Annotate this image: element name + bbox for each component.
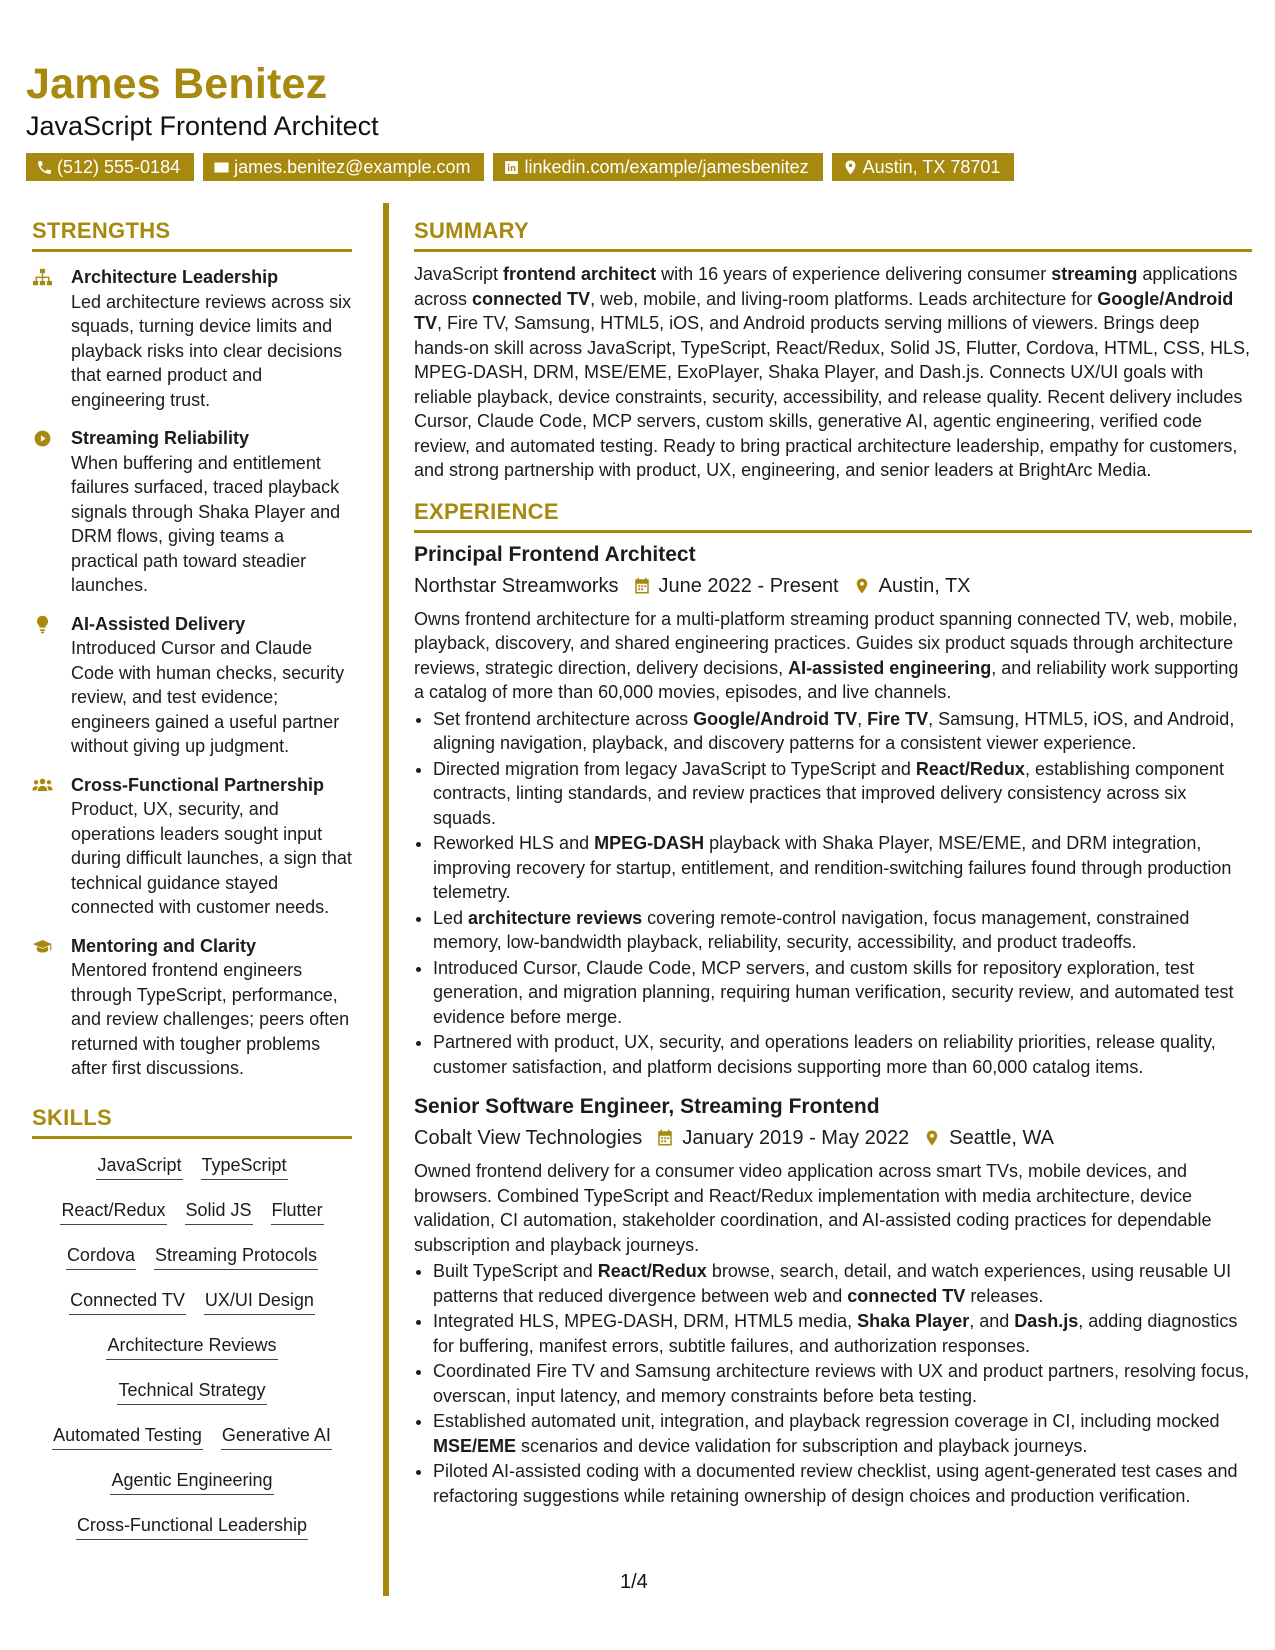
column-divider	[383, 203, 389, 1596]
bullet-item	[433, 1459, 1252, 1508]
bold-text: connected TV	[472, 288, 591, 309]
bold-text: Shaka Player	[857, 1311, 970, 1331]
text-run: Integrated HLS, MPEG-DASH, DRM, HTML5 media,	[433, 1311, 858, 1331]
skill-row	[32, 1200, 352, 1245]
skill-row	[32, 1155, 352, 1200]
bullet-item	[433, 1259, 1252, 1308]
skill-row	[32, 1425, 352, 1470]
bold-text: React/Redux	[915, 758, 1025, 779]
location-pin-icon	[853, 577, 871, 595]
bold-text: Google/Android TV	[414, 288, 1234, 333]
job-entry	[414, 1093, 1252, 1508]
bullet-item	[433, 1030, 1252, 1079]
job-dates: June 2022 - Present	[658, 574, 839, 597]
contact-linkedin[interactable]	[493, 153, 822, 181]
location-pin-icon	[923, 1129, 941, 1147]
text-run: covering remote-control navigation, focus management, constrained memory, low-bandwidth playback, reliability, security, accessibility, and product tradeoffs.	[433, 907, 1190, 952]
skill-tag: Technical Strategy	[117, 1380, 266, 1405]
bullet-item	[433, 831, 1252, 905]
calendar-icon	[633, 577, 651, 595]
strength-desc: Led architecture reviews across six squads, turning device limits and playback risks into clear decisions that earned product and engineering trust.	[71, 291, 352, 410]
text-run: browse, search, detail, and watch experiences, using reusable UI patterns that reduced divergence between web and	[433, 1261, 1232, 1306]
graduation-cap-icon	[32, 937, 53, 956]
skill-tag: Cordova	[66, 1245, 136, 1270]
strengths-heading: STRENGTHS	[32, 218, 352, 252]
play-circle-icon	[32, 429, 53, 448]
bold-text: architecture reviews	[468, 907, 643, 928]
skill-tag: UX/UI Design	[204, 1290, 315, 1315]
skill-tag: Streaming Protocols	[154, 1245, 318, 1270]
text-run: Led	[433, 907, 469, 928]
skill-tag: Connected TV	[69, 1290, 186, 1315]
text-run: , web, mobile, and living-room platforms. Leads architecture for	[590, 288, 1098, 309]
contact-phone-text: (512) 555-0184	[57, 157, 181, 177]
sitemap-icon	[32, 268, 53, 287]
text-run: , establishing component contracts, linting standards, and review practices that improved delivery consistency across six squads.	[433, 758, 1225, 828]
text-run: releases.	[965, 1285, 1044, 1306]
text-run: playback with Shaka Player, MSE/EME, and DRM integration, improving recovery for startup, entitlement, and rendition-switching failures found through production telemetry.	[433, 833, 1232, 902]
strength-desc: When buffering and entitlement failures surfaced, traced playback signals through Shaka Player and DRM flows, giving teams a practical path toward steadier launches.	[71, 452, 341, 595]
strength-item	[32, 773, 352, 920]
text-run: with 16 years of experience delivering consumer	[656, 264, 1052, 284]
bold-text: AI-assisted engineering	[788, 657, 992, 678]
skill-tag: Generative AI	[221, 1425, 332, 1450]
job-company: Cobalt View Technologies	[414, 1127, 643, 1149]
strength-title: Architecture Leadership	[71, 267, 279, 287]
text-run: , Samsung, HTML5, iOS, and Android, aligning navigation, playback, and discovery patterns for a consistent viewer experience.	[433, 708, 1235, 753]
left-column	[32, 218, 352, 1560]
skills-heading: SKILLS	[32, 1105, 352, 1139]
skill-tag: Agentic Engineering	[110, 1470, 273, 1495]
strength-desc: Mentored frontend engineers through TypeScript, performance, and review challenges; peers often returned with tougher problems after first discussions.	[71, 960, 350, 1078]
bold-text: Fire TV	[867, 708, 929, 729]
text-run: Partnered with product, UX, security, and operations leaders on reliability priorities, release quality, customer satisfaction, and platform decisions supporting more than 60,000 catalog items.	[433, 1032, 1216, 1077]
summary-text	[414, 262, 1252, 483]
bullet-item	[433, 1359, 1252, 1408]
job-dates: January 2019 - May 2022	[682, 1127, 910, 1149]
calendar-icon	[656, 1129, 674, 1147]
strength-title: AI-Assisted Delivery	[71, 613, 246, 634]
bullet-item	[433, 707, 1252, 756]
contact-linkedin-text: linkedin.com/example/jamesbenitez	[524, 157, 809, 177]
job-meta	[414, 1124, 1252, 1152]
bold-text: frontend architect	[503, 264, 657, 284]
skill-tag: TypeScript	[201, 1155, 288, 1180]
bold-text: MPEG-DASH	[594, 833, 705, 853]
contact-email[interactable]	[203, 153, 484, 181]
linkedin-icon	[503, 159, 520, 176]
phone-icon	[36, 159, 53, 176]
text-run: ,	[857, 708, 868, 729]
skill-tag: React/Redux	[60, 1200, 166, 1225]
text-run: scenarios and device validation for subscription and playback journeys.	[516, 1435, 1088, 1456]
bold-text: Google/Android TV	[693, 708, 858, 729]
skill-row	[32, 1335, 352, 1380]
bullet-item	[433, 757, 1252, 831]
job-company: Northstar Streamworks	[414, 574, 619, 597]
contact-phone[interactable]	[26, 153, 194, 181]
bullet-item	[433, 906, 1252, 955]
strength-item	[32, 265, 352, 412]
skill-row	[32, 1245, 352, 1290]
strength-title: Mentoring and Clarity	[71, 935, 257, 956]
skill-row	[32, 1470, 352, 1515]
skill-tag: JavaScript	[96, 1155, 182, 1180]
text-run: Established automated unit, integration, and playback regression coverage in CI, including mocked	[433, 1411, 1220, 1431]
bold-text: MSE/EME	[433, 1435, 517, 1456]
skill-row	[32, 1290, 352, 1335]
strength-title: Streaming Reliability	[71, 428, 250, 448]
job-description	[414, 607, 1252, 705]
strength-desc: Product, UX, security, and operations leaders sought input during difficult launches, a sign that technical guidance stayed connected with customer needs.	[71, 799, 352, 917]
job-location: Seattle, WA	[949, 1127, 1054, 1149]
strength-item	[32, 426, 352, 598]
strength-title: Cross-Functional Partnership	[71, 774, 325, 795]
skill-tag: Flutter	[271, 1200, 324, 1225]
job-location: Austin, TX	[878, 574, 971, 597]
candidate-role: JavaScript Frontend Architect	[26, 111, 379, 141]
text-run: Piloted AI-assisted coding with a documented review checklist, using agent-generated test cases and refactoring suggestions while retaining ownership of design choices and production verification.	[433, 1461, 1238, 1506]
candidate-name: James Benitez	[26, 60, 328, 108]
job-title: Senior Software Engineer, Streaming Frontend	[414, 1095, 880, 1118]
skill-row	[32, 1380, 352, 1425]
bold-text: React/Redux	[597, 1261, 707, 1281]
text-run: Built TypeScript and	[433, 1261, 598, 1281]
text-run: Coordinated Fire TV and Samsung architecture reviews with UX and product partners, resolving focus, overscan, input latency, and memory constraints before beta testing.	[433, 1361, 1250, 1406]
text-run: , Fire TV, Samsung, HTML5, iOS, and Android products serving millions of viewers. Brings deep hands-on skill across JavaScript, TypeScript, React/Redux, Solid JS, Flutter, Cordova, HTML, CSS, HLS, MPEG-DASH, DRM, MSE/EME, ExoPlayer, Shaka Player, and Dash.js. Connects UX/UI goals with reliable playback, device constraints, security, accessibility, and release quality. Recent delivery includes Cursor, Claude Code, MCP servers, custom skills, generative AI, agentic engineering, verified code review, and automated testing. Ready to bring practical architecture leadership, empathy for customers, and strong partnership with product, UX, engineering, and senior leaders at BrightArc Media.	[414, 313, 1250, 480]
bold-text: streaming	[1051, 264, 1138, 284]
experience-heading: EXPERIENCE	[414, 499, 1252, 533]
skill-tag: Architecture Reviews	[106, 1335, 277, 1360]
job-bullets	[414, 707, 1252, 1080]
strength-item	[32, 934, 352, 1081]
text-run: Directed migration from legacy JavaScript to TypeScript and	[433, 758, 916, 779]
skill-row	[32, 1515, 352, 1560]
text-run: , adding diagnostics for buffering, manifest errors, subtitle failures, and authorization responses.	[433, 1311, 1238, 1356]
contact-bar	[26, 153, 1014, 181]
bold-text: connected TV	[847, 1285, 966, 1306]
skill-tag: Cross-Functional Leadership	[76, 1515, 308, 1540]
job-meta	[414, 572, 1252, 600]
contact-location	[832, 153, 1015, 181]
text-run: Reworked HLS and	[433, 833, 595, 853]
text-run: , and	[969, 1311, 1015, 1331]
job-bullets	[414, 1259, 1252, 1508]
summary-heading: SUMMARY	[414, 218, 1252, 252]
contact-email-text: james.benitez@example.com	[234, 157, 471, 177]
users-icon	[32, 776, 53, 795]
bullet-item	[433, 1309, 1252, 1358]
contact-location-text: Austin, TX 78701	[862, 157, 1001, 177]
strength-item	[32, 612, 352, 759]
text-run: JavaScript	[414, 264, 504, 284]
text-run: Owns frontend architecture for a multi-platform streaming product spanning connected TV, web, mobile, playback, discovery, and shared engineering practices. Guides six product squads through architecture reviews, strategic direction, delivery decisions,	[414, 608, 1238, 678]
text-run: Set frontend architecture across	[433, 708, 694, 729]
text-run: , and reliability work supporting a catalog of more than 60,000 movies, episodes, and live channels.	[414, 657, 1239, 702]
strength-desc: Introduced Cursor and Claude Code with human checks, security review, and test evidence; engineers gained a useful partner without giving up judgment.	[71, 638, 345, 756]
location-pin-icon	[842, 159, 859, 176]
skill-tag: Solid JS	[185, 1200, 253, 1225]
envelope-icon	[213, 159, 230, 176]
text-run: Owned frontend delivery for a consumer video application across smart TVs, mobile devices, and browsers. Combined TypeScript and React/Redux implementation with media architecture, device validation, CI automation, stakeholder coordination, and AI-assisted coding practices for dependable subscription and playback journeys.	[414, 1161, 1212, 1255]
lightbulb-icon	[32, 615, 53, 634]
bullet-item	[433, 956, 1252, 1030]
job-entry	[414, 541, 1252, 1080]
bullet-item	[433, 1409, 1252, 1458]
skill-tag: Automated Testing	[52, 1425, 203, 1450]
job-description	[414, 1159, 1252, 1257]
bold-text: Dash.js	[1014, 1311, 1079, 1331]
text-run: Introduced Cursor, Claude Code, MCP servers, and custom skills for repository exploration, test generation, and migration planning, requiring human verification, security review, and automated test evidence before merge.	[433, 957, 1234, 1027]
page-number: 1/4	[620, 1571, 648, 1593]
skills-list	[32, 1155, 352, 1560]
text-run: applications across	[414, 264, 1238, 309]
job-title: Principal Frontend Architect	[414, 542, 696, 566]
right-column	[414, 218, 1252, 1509]
